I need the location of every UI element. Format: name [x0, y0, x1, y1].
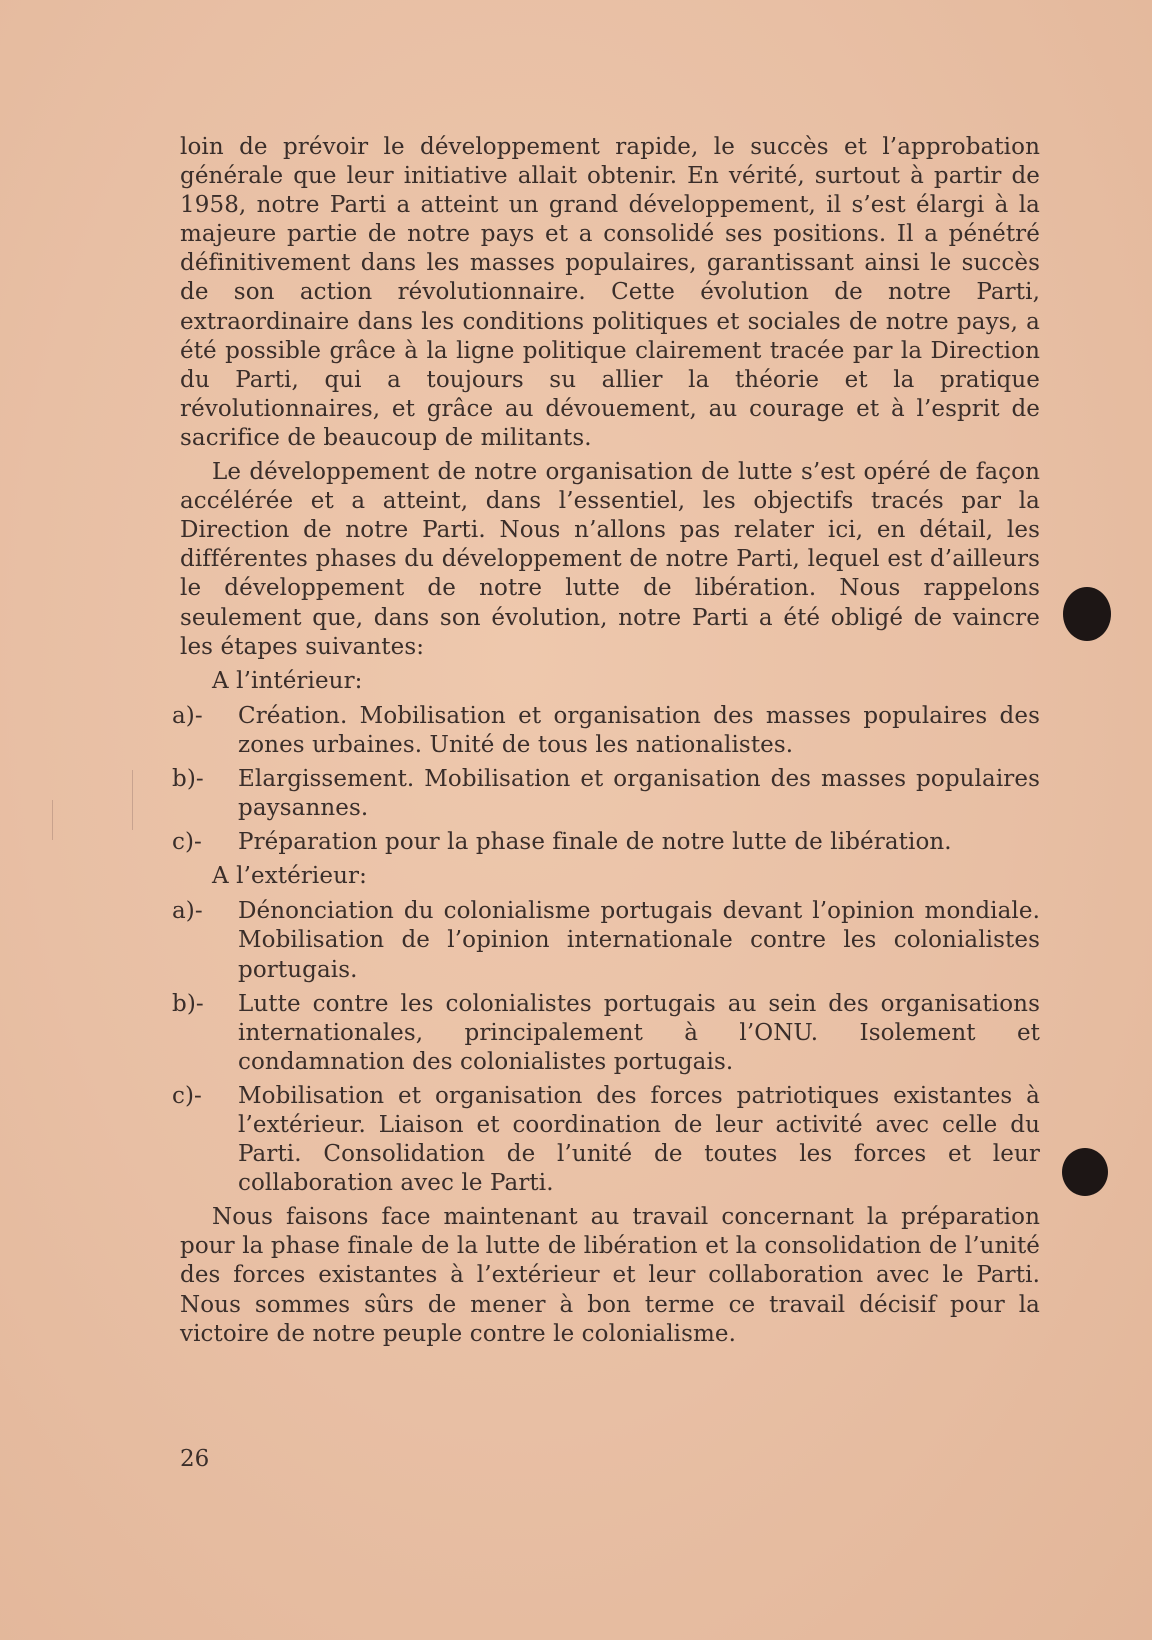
margin-pencil-mark — [52, 800, 53, 840]
list-item — [172, 897, 1040, 984]
list-item — [172, 828, 1040, 857]
list-item — [172, 1082, 1040, 1198]
list-item — [172, 990, 1040, 1077]
list-item-text: Dénonciation du colonialisme portugais devant l’opinion mondiale. Mobilisation de l’opinion internationale contre les colonialistes portugais. — [238, 898, 1040, 983]
list-marker: b)- — [172, 990, 204, 1017]
binder-hole-bottom — [1062, 1148, 1108, 1196]
section-heading-interior: A l’intérieur: — [212, 667, 363, 694]
section-heading-exterior: A l’extérieur: — [212, 863, 367, 890]
list-marker: c)- — [172, 829, 202, 856]
margin-pencil-mark — [132, 770, 133, 830]
list-item-text: Lutte contre les colonialistes portugais au sein des organisations internationales, principalement à l’ONU. Isolement et condamnation des colonialistes portugais. — [238, 990, 1040, 1075]
paragraph: loin de prévoir le développement rapide, le succès et l’approbation générale que leur initiative allait obtenir. En vérité, surtout à partir de 1958, notre Parti a atteint un grand développement, il s’est élargi à la majeure partie de notre pays et a consolidé ses positions. Il a pénétré définitivement dans les masses populaires, garantissant ainsi le succès de son action révolutionnaire. Cette évolution de notre Parti, extraordinaire dans les conditions politiques et sociales de notre pays, a été possible grâce à la ligne politique clairement tracée par la Direction du Parti, qui a toujours su allier la théorie et la pratique révolutionnaires, et grâce au dévouement, au courage et à l’esprit de sacrifice de beaucoup de militants. — [180, 134, 1040, 451]
paragraph: Le développement de notre organisation de lutte s’est opéré de façon accélérée et a atteint, dans l’essentiel, les objectifs tracés par la Direction de notre Parti. Nous n’allons pas relater ici, en détail, les différentes phases du développement de notre Parti, lequel est d’ailleurs le développement de notre lutte de libération. Nous rappelons seulement que, dans son évolution, notre Parti a été obligé de vaincre les étapes suivantes: — [180, 459, 1040, 660]
binder-hole-top — [1063, 587, 1111, 641]
list-marker: c)- — [172, 1082, 202, 1109]
closing-paragraph: Nous faisons face maintenant au travail concernant la préparation pour la phase finale de la lutte de libération et la consolidation de l’unité des forces existantes à l’extérieur et leur collaboration avec le Parti. Nous sommes sûrs de mener à bon terme ce travail décisif pour la victoire de notre peuple contre le colonialisme. — [180, 1204, 1040, 1347]
list-item-text: Création. Mobilisation et organisation des masses populaires des zones urbaines. Unité de tous les nationalistes. — [238, 702, 1040, 758]
list-marker: b)- — [172, 765, 204, 792]
list-item-text: Mobilisation et organisation des forces patriotiques existantes à l’extérieur. Liaison et coordination de leur activité avec celle du Parti. Consolidation de l’unité de toutes les forces et leur collaboration avec le Parti. — [238, 1082, 1040, 1197]
body-text — [172, 133, 1040, 1354]
page-number: 26 — [180, 1446, 210, 1472]
list-item — [172, 702, 1040, 760]
list-marker: a)- — [172, 702, 203, 729]
list-item — [172, 765, 1040, 823]
list-item-text: Préparation pour la phase finale de notre lutte de libération. — [238, 829, 952, 856]
list-item-text: Elargissement. Mobilisation et organisation des masses populaires paysannes. — [238, 765, 1040, 822]
list-marker: a)- — [172, 898, 203, 925]
